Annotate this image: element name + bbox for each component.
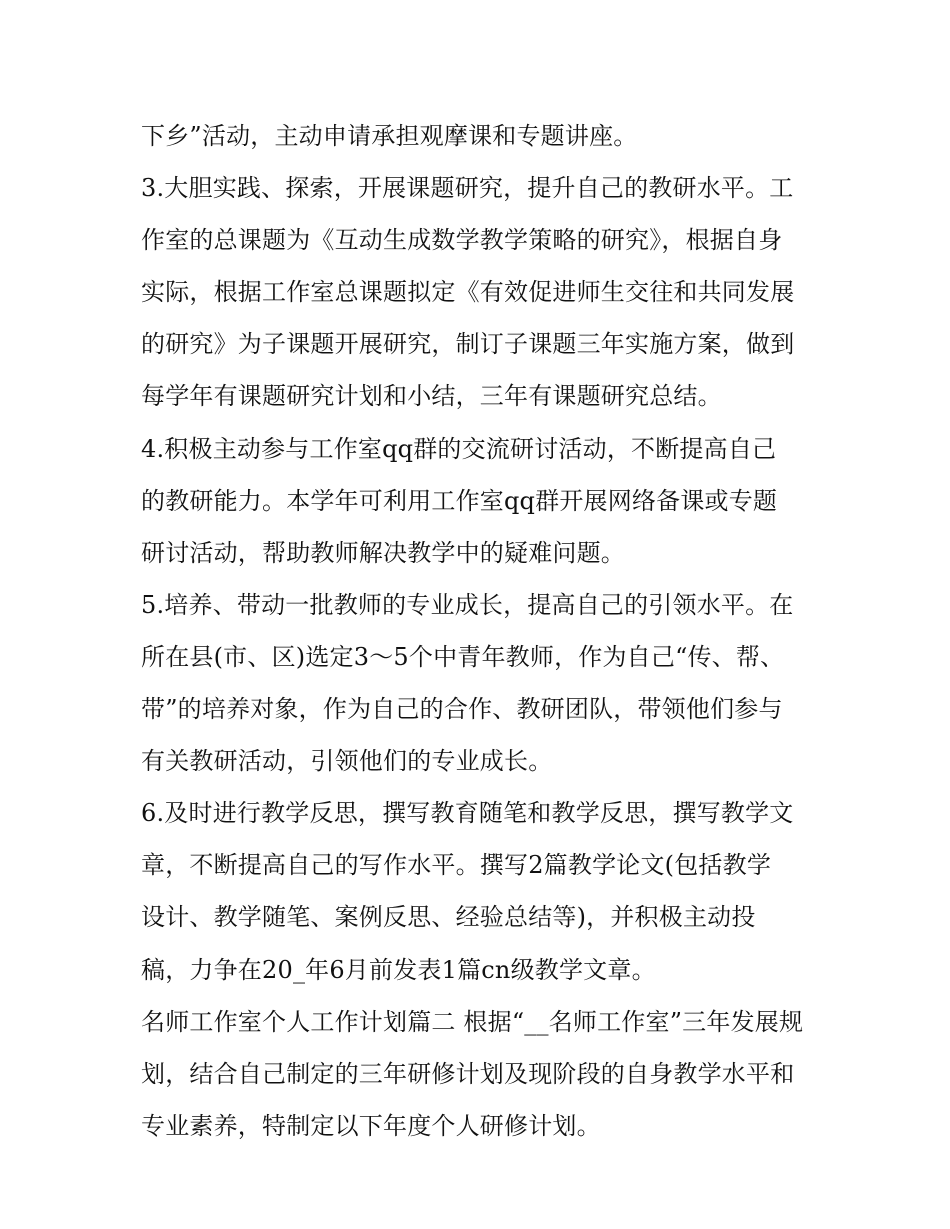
text-line: 实际，根据工作室总课题拟定《有效促进师生交往和共同发展 (141, 278, 795, 307)
text-line: 名师工作室个人工作计划篇二 根据“__名师工作室”三年发展规 (141, 1007, 804, 1036)
text-line: 带”的培养对象，作为自己的合作、教研团队，带领他们参与 (141, 695, 783, 724)
text-line: 设计、教学随笔、案例反思、经验总结等)，并积极主动投 (141, 903, 756, 932)
text-line: 4.积极主动参与工作室qq群的交流研讨活动，不断提高自己 (141, 434, 777, 463)
text-line: 的研究》为子课题开展研究，制订子课题三年实施方案，做到 (141, 330, 795, 359)
text-line: 的教研能力。本学年可利用工作室qq群开展网络备课或专题 (141, 486, 778, 515)
text-line: 稿，力争在20_年6月前发表1篇cn级教学文章。 (141, 955, 656, 984)
text-line: 专业素养，特制定以下年度个人研修计划。 (141, 1111, 601, 1140)
text-line: 有关教研活动，引领他们的专业成长。 (141, 747, 553, 776)
text-line: 研讨活动，帮助教师解决教学中的疑难问题。 (141, 538, 625, 567)
text-line: 5.培养、带动一批教师的专业成长，提高自己的引领水平。在 (141, 590, 794, 619)
text-line: 每学年有课题研究计划和小结，三年有课题研究总结。 (141, 382, 722, 411)
text-line: 划，结合自己制定的三年研修计划及现阶段的自身教学水平和 (141, 1059, 795, 1088)
text-line: 章，不断提高自己的写作水平。撰写2篇教学论文(包括教学 (141, 851, 772, 880)
text-line: 3.大胆实践、探索，开展课题研究，提升自己的教研水平。工 (141, 174, 794, 203)
text-line: 下乡”活动，主动申请承担观摩课和专题讲座。 (141, 122, 638, 150)
text-line: 6.及时进行教学反思，撰写教育随笔和教学反思，撰写教学文 (141, 799, 794, 828)
text-line: 所在县(市、区)选定3～5个中青年教师，作为自己“传、帮、 (141, 642, 785, 671)
text-line: 作室的总课题为《互动生成数学教学策略的研究》，根据自身 (141, 226, 783, 255)
document-body-text (141, 110, 821, 1152)
